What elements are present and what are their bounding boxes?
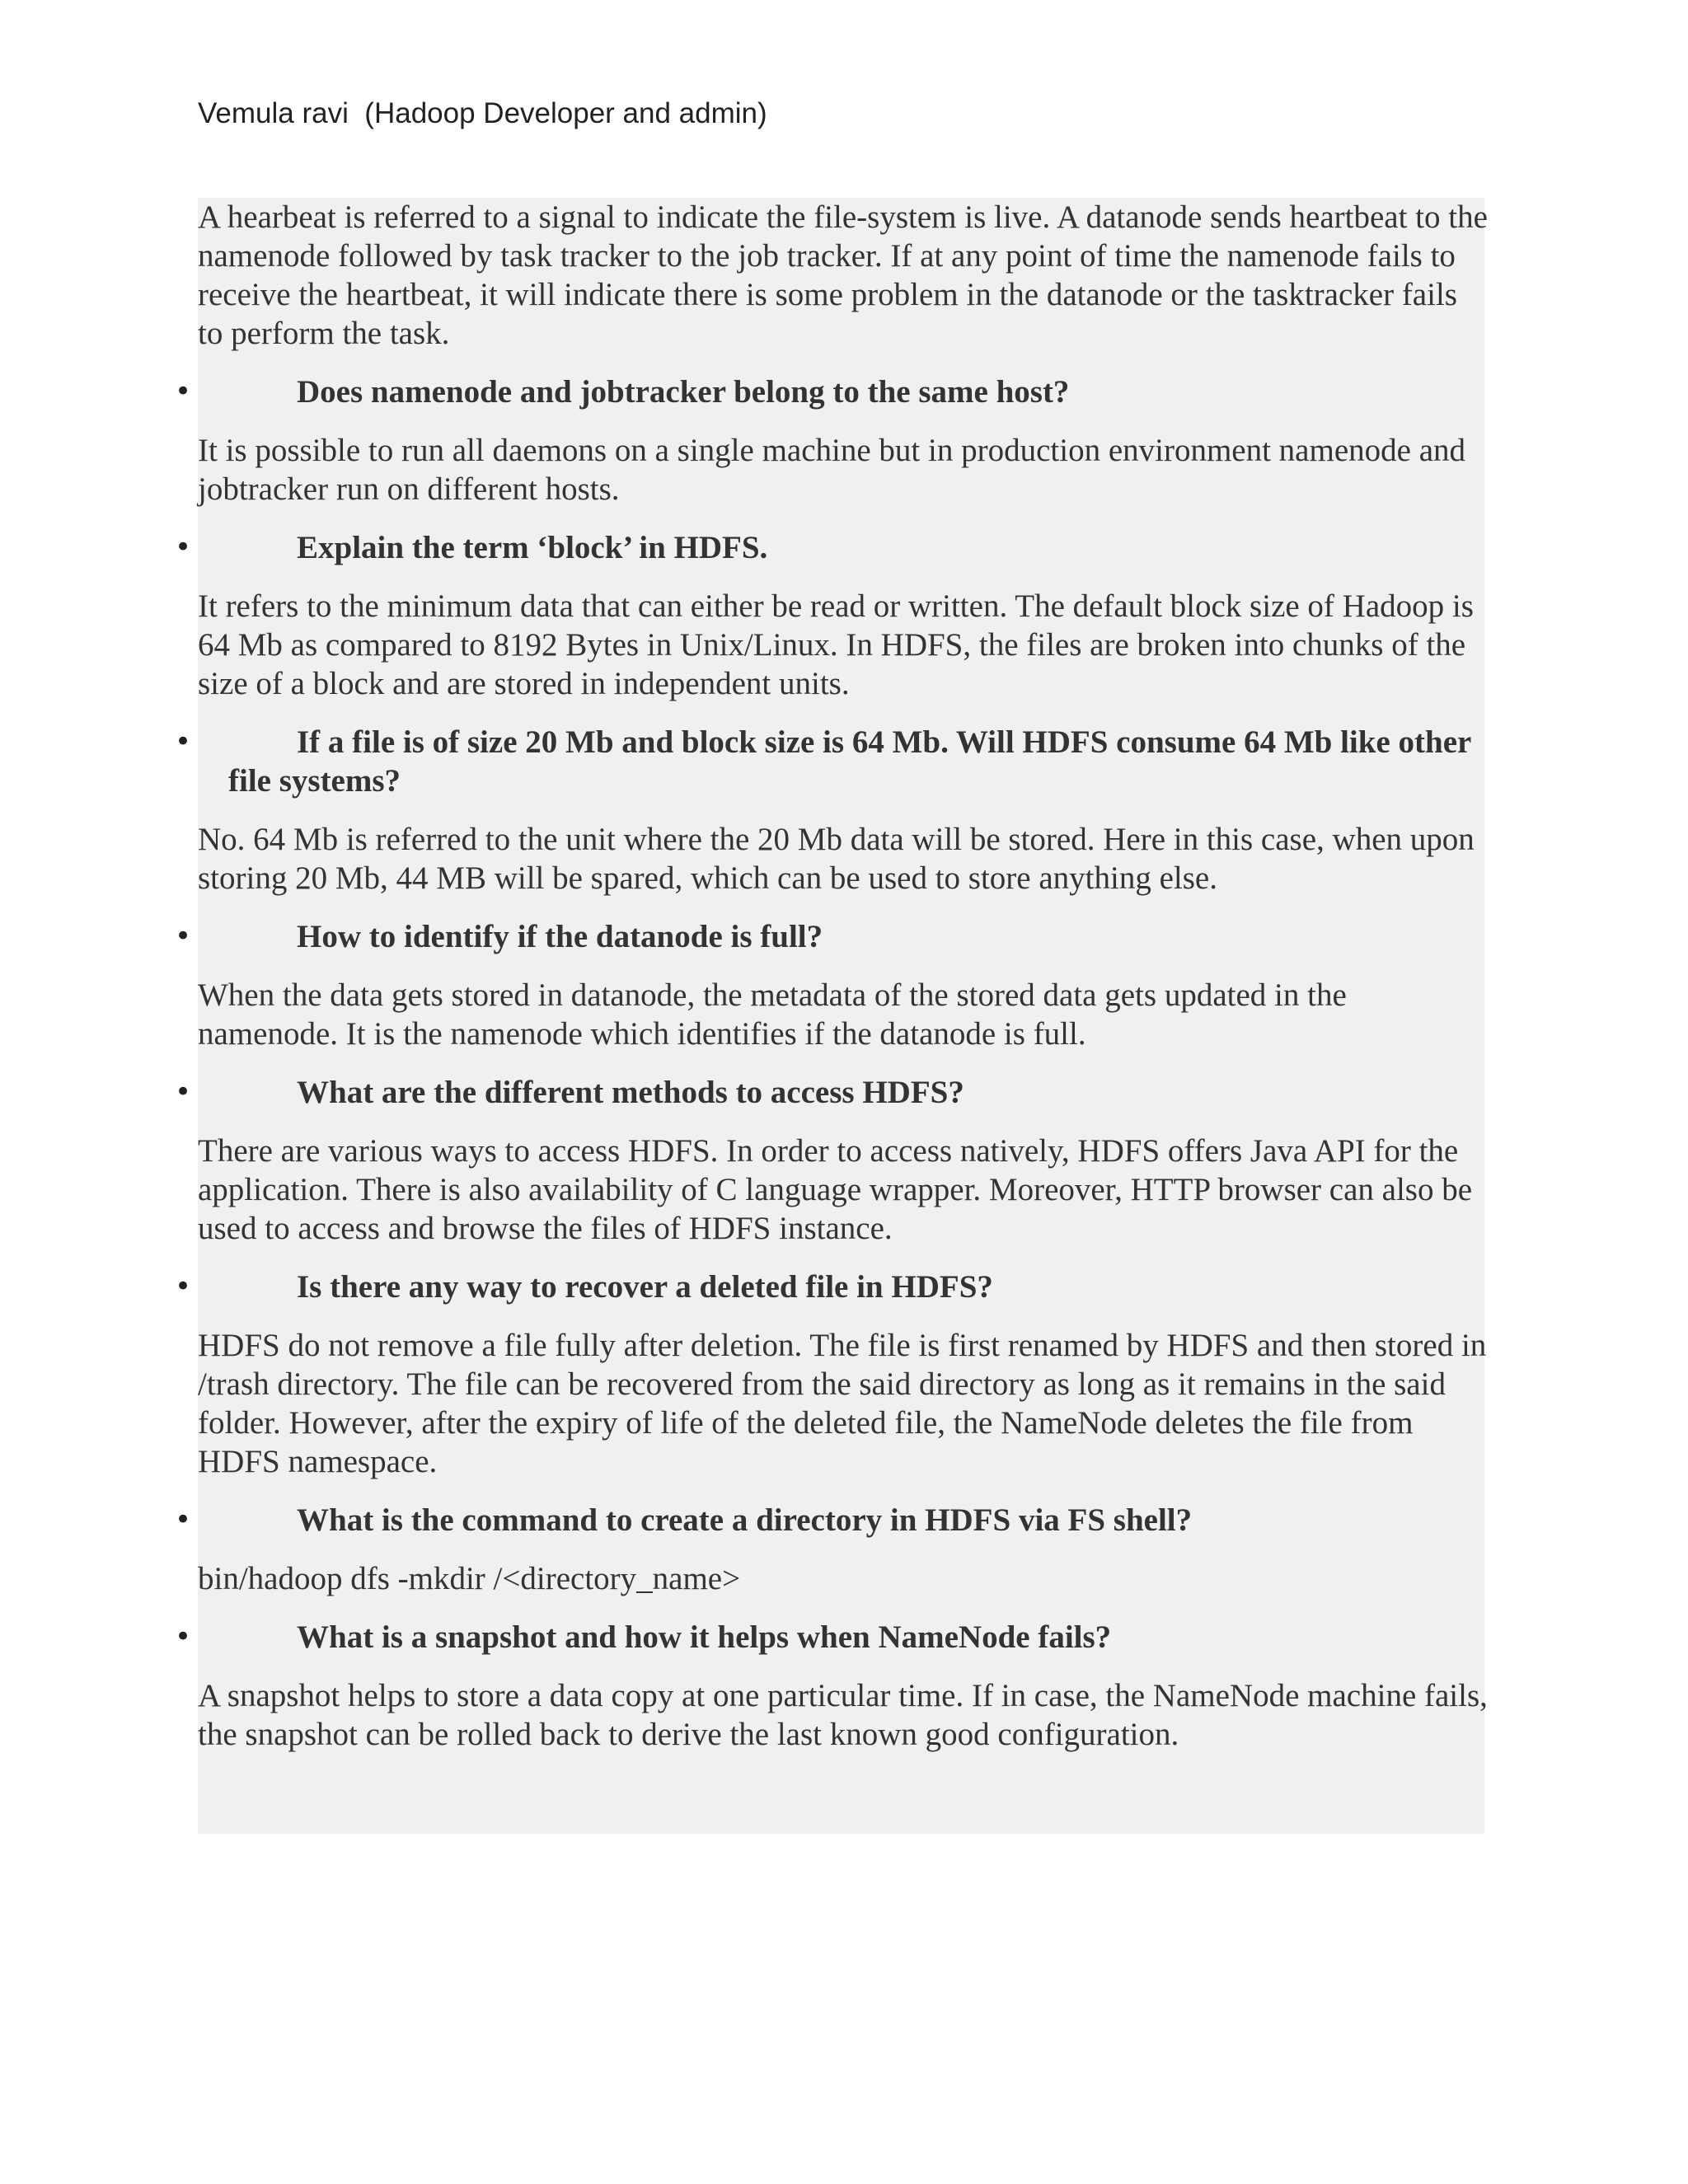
bullet-icon: • — [175, 920, 192, 953]
answer-paragraph: A snapshot helps to store a data copy at one particular time. If in case, the NameNode machine fails, the snapshot can be rolled back to derive the last known good configuration. — [198, 1678, 1488, 1752]
answer-paragraph: It refers to the minimum data that can either be read or written. The default block size of Hadoop is 64 Mb as compared to 8192 Bytes in Unix/Linux. In HDFS, the files are broken into chunks of the size of a block and are stored in independent units. — [198, 588, 1474, 701]
bullet-icon: • — [175, 1076, 192, 1108]
question-text: Explain the term ‘block’ in HDFS. — [297, 530, 768, 565]
question-text: If a file is of size 20 Mb and block size is 64 Mb. Will HDFS consume 64 Mb like other file systems? — [228, 724, 1471, 799]
question-heading — [175, 1501, 1488, 1540]
answer-paragraph: There are various ways to access HDFS. In order to access natively, HDFS offers Java API for the application. There is also availability of C language wrapper. Moreover, HTTP browser can also be used to access and browse the files of HDFS instance. — [198, 1133, 1473, 1246]
question-heading — [175, 373, 1488, 411]
bullet-icon: • — [175, 1620, 192, 1653]
question-text: What is a snapshot and how it helps when NameNode fails? — [297, 1619, 1112, 1655]
intro-paragraph: A hearbeat is referred to a signal to indicate the file-system is live. A datanode sends heartbeat to the namenode followed by task tracker to the job tracker. If at any point of time the namenode fails to receive the heartbeat, it will indicate there is some problem in the datanode or the tasktracker fails to perform the task. — [198, 199, 1488, 351]
answer-paragraph: When the data gets stored in datanode, the metadata of the stored data gets updated in the namenode. It is the namenode which identifies if the datanode is full. — [198, 977, 1347, 1052]
question-heading — [175, 528, 1488, 567]
page-header: Vemula ravi (Hadoop Developer and admin) — [198, 97, 767, 129]
question-text: Does namenode and jobtracker belong to the same host? — [297, 374, 1070, 410]
answer-paragraph: It is possible to run all daemons on a single machine but in production environment namenode and jobtracker run on different hosts. — [198, 433, 1466, 507]
question-heading — [175, 1618, 1488, 1657]
question-text: What are the different methods to access HDFS? — [297, 1075, 964, 1110]
question-text: Is there any way to recover a deleted file in HDFS? — [297, 1269, 993, 1305]
bullet-icon: • — [175, 531, 192, 564]
bullet-icon: • — [175, 725, 192, 758]
answer-paragraph: HDFS do not remove a file fully after deletion. The file is first renamed by HDFS and then stored in /trash directory. The file can be recovered from the said directory as long as it remains in the said folder. However, after the expiry of life of the deleted file, the NameNode deletes the file from HDFS namespace. — [198, 1328, 1487, 1479]
question-heading — [175, 1268, 1488, 1306]
bullet-icon: • — [175, 1503, 192, 1536]
question-heading — [175, 1073, 1488, 1112]
answer-paragraph: bin/hadoop dfs -mkdir /<directory_name> — [198, 1561, 741, 1596]
bullet-icon: • — [175, 1270, 192, 1303]
question-text: How to identify if the datanode is full? — [297, 919, 823, 954]
question-heading — [175, 723, 1488, 800]
question-heading — [175, 917, 1488, 956]
bullet-icon: • — [175, 375, 192, 408]
document-body — [175, 198, 1488, 1774]
question-text: What is the command to create a directory in HDFS via FS shell? — [297, 1502, 1193, 1538]
answer-paragraph: No. 64 Mb is referred to the unit where the 20 Mb data will be stored. Here in this case, when upon storing 20 Mb, 44 MB will be spared, which can be used to store anything else. — [198, 822, 1475, 896]
